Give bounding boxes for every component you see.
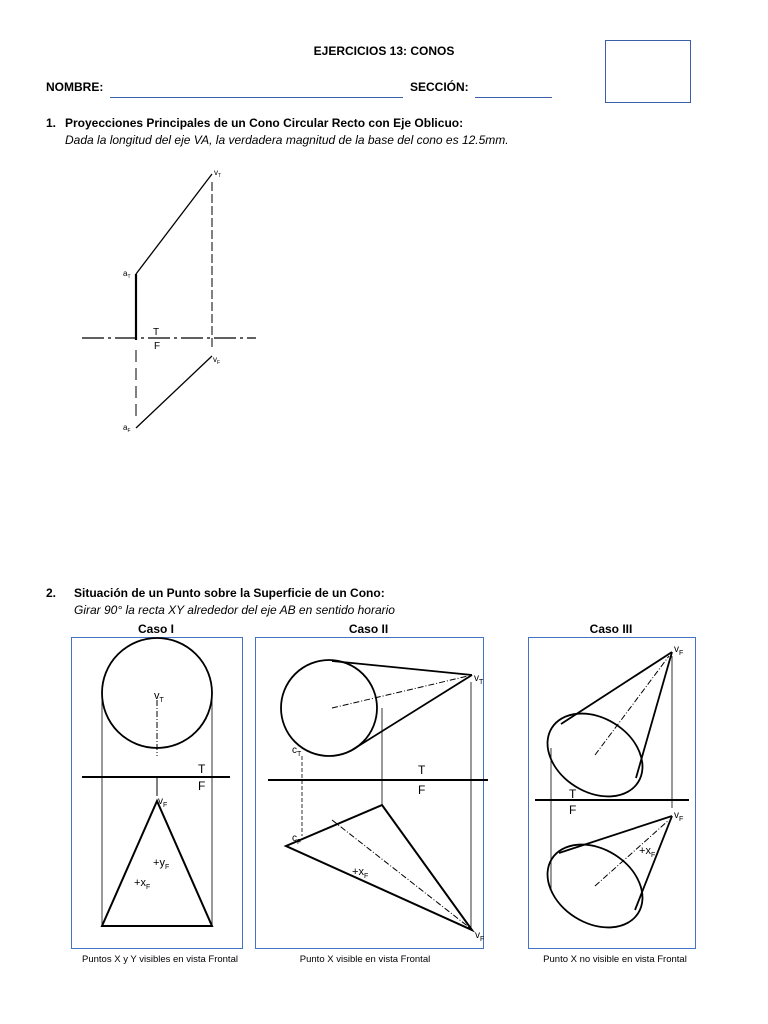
caso-1-panel (71, 637, 243, 949)
caso-1-title: Caso I (137, 622, 174, 636)
caso-2-x-point: $+x_F$ (352, 866, 369, 880)
grade-box[interactable] (605, 40, 691, 103)
seccion-label: SECCIÓN: (410, 80, 469, 94)
caso-2-vt-label: $v_T$ (474, 673, 484, 686)
caso-2-axis-top (332, 676, 468, 708)
caso-1-y-point: $+y_F$ (153, 857, 170, 871)
caso-3-vf-label: $v_F$ (674, 810, 684, 823)
ex1-axis-front (136, 356, 212, 428)
ex1-af-label: $a_F$ (123, 423, 131, 434)
caso-3-panel (528, 637, 696, 949)
caso-2-title: Caso II (348, 622, 389, 636)
caso-2-panel (255, 637, 484, 949)
ex1-title: Proyecciones Principales de un Cono Circular Recto con Eje Oblicuo: (65, 116, 464, 130)
caso-1-vt-label: $v_T$ (154, 690, 164, 704)
ex1-t-label: T (153, 327, 160, 338)
caso-1-f-label: F (198, 779, 206, 793)
caso-3-x-point: $+x_F$ (639, 845, 656, 859)
caso-2-top-generatrix-1 (332, 661, 472, 675)
ex2-subtitle: Girar 90° la recta XY alrededor del eje AB en sentido horario (74, 603, 395, 617)
caso-2-base-circle (281, 660, 377, 756)
ex1-drawing (70, 160, 270, 440)
ex2-number: 2. (46, 586, 57, 600)
caso-3-front-generatrix-2 (635, 816, 672, 910)
ex1-vt-label: $v_T$ (214, 168, 222, 179)
ex1-axis-top (136, 174, 212, 274)
caso-2-drawing (256, 638, 483, 948)
ex1-subtitle: Dada la longitud del eje VA, la verdadera magnitud de la base del cono es 12.5mm. (65, 133, 509, 147)
nombre-field[interactable] (110, 97, 403, 98)
caso-1-caption: Puntos X y Y visibles en vista Frontal (82, 954, 238, 965)
caso-1-drawing (72, 638, 242, 948)
caso-1-x-point: $+x_F$ (134, 877, 151, 891)
ex1-vf-label: $v_F$ (213, 355, 221, 366)
page-title: EJERCICIOS 13: CONOS (313, 44, 455, 58)
ex1-at-label: $a_T$ (123, 269, 131, 280)
ex1-number: 1. (46, 116, 57, 130)
caso-2-vf-label: $v_F$ (475, 930, 485, 943)
caso-1-t-label: T (198, 762, 206, 776)
caso-3-caption: Punto X no visible en vista Frontal (543, 954, 687, 965)
caso-3-vf-top-label: $v_F$ (674, 644, 684, 657)
caso-2-cone-front (286, 805, 472, 930)
caso-1-vf-label: $v_F$ (158, 796, 168, 809)
caso-3-f-label: F (569, 803, 577, 817)
nombre-label: NOMBRE: (46, 80, 104, 94)
caso-2-caption: Punto X visible en vista Frontal (299, 954, 431, 965)
caso-3-front-generatrix-1 (559, 816, 672, 853)
ex1-f-label: F (154, 341, 161, 352)
caso-3-title: Caso III (589, 622, 633, 636)
caso-2-top-generatrix-2 (352, 675, 472, 750)
caso-3-t-label: T (569, 787, 577, 801)
caso-2-ct-label: $c_T$ (292, 745, 302, 758)
seccion-field[interactable] (475, 97, 552, 98)
caso-2-cf-label: $c_F$ (292, 833, 302, 846)
ex2-title: Situación de un Punto sobre la Superficie de un Cono: (74, 586, 385, 600)
caso-2-t-label: T (418, 763, 426, 777)
caso-2-f-label: F (418, 783, 426, 797)
caso-3-drawing (529, 638, 695, 948)
